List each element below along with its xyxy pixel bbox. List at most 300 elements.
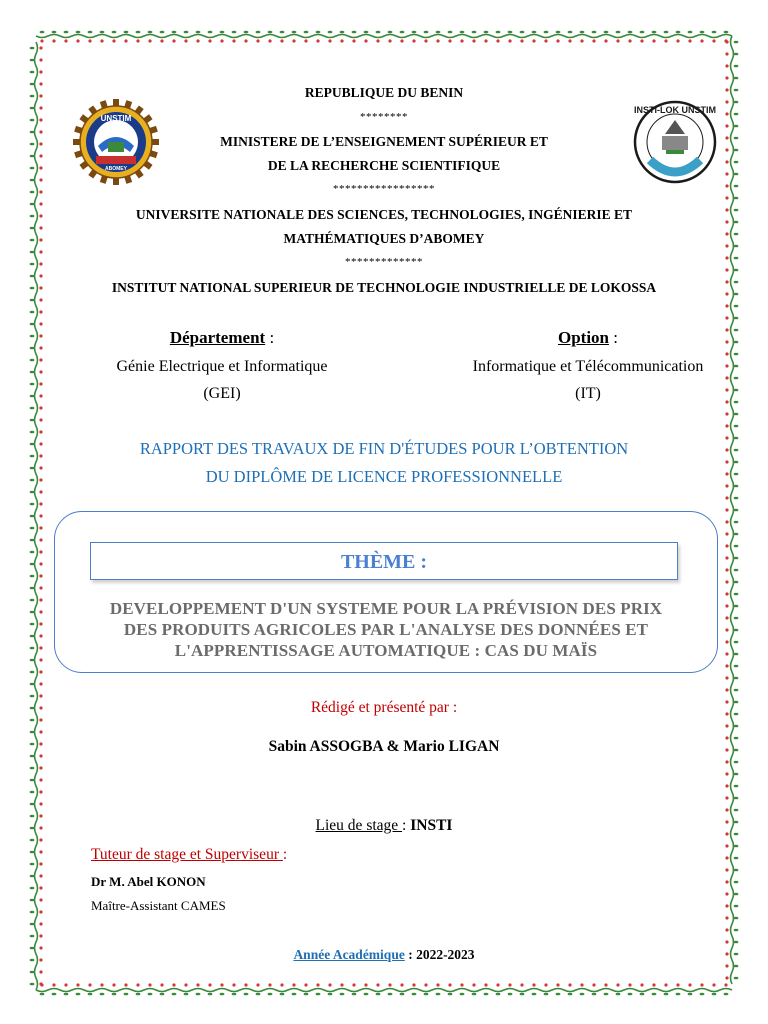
border-flower — [460, 39, 463, 42]
border-leaf — [734, 557, 739, 560]
border-leaf — [734, 413, 739, 416]
internship-place-label: Lieu de stage — [315, 817, 403, 834]
border-leaf — [30, 587, 35, 590]
border-vine — [36, 35, 732, 38]
border-leaf — [734, 653, 739, 656]
border-leaf — [412, 993, 417, 996]
border-flower — [148, 983, 151, 986]
border-leaf — [30, 515, 35, 518]
border-flower — [568, 39, 571, 42]
border-flower — [688, 39, 691, 42]
border-flower — [352, 39, 355, 42]
authors-intro: Rédigé et présenté par : — [310, 699, 458, 716]
border-leaf — [76, 31, 81, 34]
border-flower — [484, 983, 487, 986]
border-flower — [184, 39, 187, 42]
academic-year — [0, 947, 768, 963]
border-flower — [496, 983, 499, 986]
border-flower — [39, 778, 42, 781]
option-name: Informatique et Télécommunication — [472, 358, 704, 375]
border-leaf — [30, 227, 35, 230]
border-leaf — [30, 911, 35, 914]
department-abbr: (GEI) — [203, 385, 241, 402]
border-flower — [160, 39, 163, 42]
border-flower — [640, 39, 643, 42]
border-flower — [724, 983, 727, 986]
border-leaf — [30, 131, 35, 134]
border-leaf — [30, 575, 35, 578]
border-leaf — [734, 725, 739, 728]
border-leaf — [30, 155, 35, 158]
border-flower — [725, 676, 728, 679]
border-leaf — [734, 197, 739, 200]
border-leaf — [688, 31, 693, 34]
border-flower — [725, 532, 728, 535]
border-leaf — [88, 31, 93, 34]
border-flower — [39, 58, 42, 61]
border-leaf — [30, 311, 35, 314]
border-leaf — [734, 629, 739, 632]
border-leaf — [148, 31, 153, 34]
border-flower — [39, 394, 42, 397]
border-leaf — [30, 107, 35, 110]
border-flower — [676, 983, 679, 986]
border-flower — [292, 39, 295, 42]
border-leaf — [496, 993, 501, 996]
border-leaf — [328, 31, 333, 34]
border-flower — [196, 39, 199, 42]
border-flower — [39, 682, 42, 685]
border-leaf — [734, 533, 739, 536]
border-leaf — [436, 31, 441, 34]
border-flower — [112, 39, 115, 42]
border-leaf — [734, 77, 739, 80]
border-leaf — [616, 993, 621, 996]
border-leaf — [734, 893, 739, 896]
border-leaf — [712, 31, 717, 34]
border-leaf — [652, 31, 657, 34]
border-leaf — [592, 31, 597, 34]
border-flower — [725, 496, 728, 499]
border-flower — [725, 352, 728, 355]
thesis-title-line-1: DEVELOPPEMENT D'UN SYSTEME POUR LA PRÉVISION DES PRIX — [109, 599, 663, 618]
border-flower — [100, 983, 103, 986]
border-flower — [40, 39, 43, 42]
border-flower — [604, 983, 607, 986]
border-flower — [725, 784, 728, 787]
border-flower — [640, 983, 643, 986]
tutor-label: Tuteur de stage et Superviseur — [91, 846, 283, 863]
border-flower — [616, 39, 619, 42]
border-leaf — [734, 677, 739, 680]
border-leaf — [460, 993, 465, 996]
border-flower — [39, 982, 42, 985]
university-line-1: UNIVERSITE NATIONALE DES SCIENCES, TECHNOLOGIES, INGÉNIERIE ET — [135, 207, 633, 222]
border-flower — [725, 604, 728, 607]
border-flower — [556, 983, 559, 986]
border-flower — [232, 39, 235, 42]
border-flower — [725, 544, 728, 547]
border-flower — [256, 39, 259, 42]
border-leaf — [734, 845, 739, 848]
border-leaf — [508, 993, 513, 996]
border-leaf — [734, 53, 739, 56]
border-leaf — [30, 899, 35, 902]
border-flower — [39, 562, 42, 565]
border-flower — [725, 844, 728, 847]
border-flower — [76, 983, 79, 986]
border-flower — [39, 322, 42, 325]
border-flower — [184, 983, 187, 986]
border-leaf — [734, 917, 739, 920]
border-flower — [39, 874, 42, 877]
tutor-colon: : — [282, 846, 288, 863]
border-flower — [424, 983, 427, 986]
border-flower — [580, 39, 583, 42]
border-flower — [340, 39, 343, 42]
tutor-title: Maître-Assistant CAMES — [91, 898, 226, 913]
border-flower — [725, 772, 728, 775]
internship-place — [0, 817, 768, 835]
border-leaf — [268, 31, 273, 34]
border-flower — [39, 70, 42, 73]
border-flower — [39, 910, 42, 913]
university-line-2: MATHÉMATIQUES D’ABOMEY — [283, 231, 485, 246]
border-flower — [712, 983, 715, 986]
border-leaf — [112, 993, 117, 996]
border-flower — [580, 983, 583, 986]
border-flower — [39, 970, 42, 973]
border-flower — [725, 40, 728, 43]
border-flower — [268, 39, 271, 42]
border-leaf — [472, 31, 477, 34]
border-leaf — [734, 881, 739, 884]
border-flower — [484, 39, 487, 42]
border-leaf — [30, 719, 35, 722]
border-leaf — [734, 329, 739, 332]
border-flower — [725, 724, 728, 727]
border-leaf — [724, 993, 729, 996]
border-flower — [208, 39, 211, 42]
border-flower — [725, 856, 728, 859]
border-leaf — [544, 31, 549, 34]
border-leaf — [304, 31, 309, 34]
border-flower — [725, 124, 728, 127]
border-flower — [520, 39, 523, 42]
border-flower — [520, 983, 523, 986]
border-leaf — [30, 851, 35, 854]
border-leaf — [316, 31, 321, 34]
border-flower — [39, 598, 42, 601]
border-flower — [280, 39, 283, 42]
border-leaf — [30, 419, 35, 422]
border-leaf — [496, 31, 501, 34]
border-flower — [628, 983, 631, 986]
border-leaf — [640, 993, 645, 996]
border-flower — [39, 802, 42, 805]
border-flower — [725, 556, 728, 559]
border-flower — [700, 983, 703, 986]
border-flower — [39, 178, 42, 181]
border-leaf — [30, 59, 35, 62]
border-leaf — [734, 593, 739, 596]
border-flower — [376, 39, 379, 42]
border-leaf — [616, 31, 621, 34]
border-flower — [725, 796, 728, 799]
border-flower — [725, 508, 728, 511]
border-flower — [700, 39, 703, 42]
border-leaf — [734, 785, 739, 788]
border-flower — [725, 760, 728, 763]
border-leaf — [734, 773, 739, 776]
border-leaf — [734, 605, 739, 608]
border-flower — [556, 39, 559, 42]
ministry-line-2: DE LA RECHERCHE SCIENTIFIQUE — [267, 158, 501, 173]
border-flower — [76, 39, 79, 42]
border-flower — [160, 983, 163, 986]
border-flower — [448, 39, 451, 42]
border-leaf — [676, 31, 681, 34]
border-flower — [725, 316, 728, 319]
border-leaf — [30, 875, 35, 878]
border-flower — [124, 39, 127, 42]
border-flower — [256, 983, 259, 986]
border-leaf — [30, 551, 35, 554]
border-leaf — [592, 993, 597, 996]
border-leaf — [30, 395, 35, 398]
border-leaf — [30, 275, 35, 278]
border-flower — [604, 39, 607, 42]
border-leaf — [30, 695, 35, 698]
border-flower — [316, 39, 319, 42]
border-leaf — [30, 971, 35, 974]
border-leaf — [734, 389, 739, 392]
border-leaf — [292, 31, 297, 34]
border-leaf — [172, 993, 177, 996]
border-flower — [725, 880, 728, 883]
border-flower — [39, 358, 42, 361]
border-leaf — [508, 31, 513, 34]
border-leaf — [256, 31, 261, 34]
border-leaf — [734, 269, 739, 272]
border-leaf — [734, 617, 739, 620]
border-leaf — [700, 993, 705, 996]
border-leaf — [734, 401, 739, 404]
border-leaf — [734, 365, 739, 368]
academic-year-value: 2022-2023 — [416, 947, 475, 962]
border-leaf — [734, 977, 739, 980]
border-leaf — [568, 31, 573, 34]
border-leaf — [544, 993, 549, 996]
border-leaf — [232, 31, 237, 34]
border-flower — [725, 460, 728, 463]
border-flower — [39, 766, 42, 769]
border-leaf — [460, 31, 465, 34]
border-leaf — [734, 929, 739, 932]
academic-year-colon: : — [404, 947, 417, 962]
border-leaf — [30, 839, 35, 842]
department-label: Département — [169, 328, 266, 347]
border-leaf — [30, 635, 35, 638]
border-flower — [340, 983, 343, 986]
border-leaf — [244, 993, 249, 996]
border-leaf — [280, 993, 285, 996]
option-colon: : — [609, 328, 618, 347]
border-leaf — [64, 993, 69, 996]
border-leaf — [664, 31, 669, 34]
border-leaf — [30, 779, 35, 782]
border-leaf — [734, 797, 739, 800]
option-abbr: (IT) — [575, 385, 601, 402]
border-flower — [39, 718, 42, 721]
authors-names: Sabin ASSOGBA & Mario LIGAN — [268, 738, 500, 755]
border-flower — [725, 868, 728, 871]
border-leaf — [734, 545, 739, 548]
border-leaf — [208, 31, 213, 34]
border-flower — [725, 652, 728, 655]
thesis-title-line-2: DES PRODUITS AGRICOLES PAR L'ANALYSE DES DONNÉES ET — [123, 620, 649, 639]
border-flower — [725, 520, 728, 523]
border-flower — [232, 983, 235, 986]
theme-label: THÈME : — [340, 551, 428, 573]
border-leaf — [30, 371, 35, 374]
border-leaf — [160, 993, 165, 996]
border-leaf — [208, 993, 213, 996]
border-leaf — [316, 993, 321, 996]
border-flower — [725, 196, 728, 199]
border-leaf — [532, 993, 537, 996]
border-leaf — [628, 31, 633, 34]
border-flower — [39, 862, 42, 865]
border-leaf — [30, 863, 35, 866]
thesis-title — [60, 598, 712, 661]
border-leaf — [734, 425, 739, 428]
border-leaf — [30, 359, 35, 362]
border-flower — [412, 983, 415, 986]
border-leaf — [328, 993, 333, 996]
border-leaf — [734, 761, 739, 764]
border-vine — [731, 36, 734, 984]
border-flower — [39, 658, 42, 661]
border-leaf — [604, 31, 609, 34]
border-flower — [39, 526, 42, 529]
border-leaf — [484, 993, 489, 996]
border-leaf — [712, 993, 717, 996]
tutor-heading — [91, 846, 287, 864]
border-leaf — [352, 993, 357, 996]
border-flower — [64, 39, 67, 42]
border-flower — [39, 250, 42, 253]
border-flower — [39, 370, 42, 373]
border-flower — [664, 983, 667, 986]
border-leaf — [352, 31, 357, 34]
border-leaf — [30, 791, 35, 794]
border-leaf — [436, 993, 441, 996]
report-line-2: DU DIPLÔME DE LICENCE PROFESSIONNELLE — [205, 467, 563, 486]
border-flower — [448, 983, 451, 986]
border-flower — [592, 39, 595, 42]
border-leaf — [30, 47, 35, 50]
border-vine — [36, 989, 732, 992]
border-flower — [88, 39, 91, 42]
border-leaf — [734, 665, 739, 668]
border-leaf — [340, 993, 345, 996]
separator: ***************** — [333, 183, 435, 195]
border-flower — [39, 202, 42, 205]
border-flower — [39, 634, 42, 637]
border-flower — [328, 983, 331, 986]
border-leaf — [30, 407, 35, 410]
border-flower — [39, 730, 42, 733]
border-leaf — [734, 509, 739, 512]
border-flower — [52, 983, 55, 986]
border-leaf — [556, 993, 561, 996]
border-leaf — [30, 623, 35, 626]
border-flower — [39, 886, 42, 889]
border-flower — [39, 934, 42, 937]
border-leaf — [734, 341, 739, 344]
border-leaf — [52, 993, 57, 996]
border-leaf — [532, 31, 537, 34]
border-flower — [39, 310, 42, 313]
border-leaf — [448, 993, 453, 996]
border-flower — [220, 983, 223, 986]
border-leaf — [52, 31, 57, 34]
border-leaf — [652, 993, 657, 996]
border-flower — [39, 418, 42, 421]
border-flower — [664, 39, 667, 42]
border-leaf — [580, 993, 585, 996]
border-flower — [304, 39, 307, 42]
border-leaf — [734, 689, 739, 692]
border-leaf — [568, 993, 573, 996]
border-leaf — [30, 659, 35, 662]
border-flower — [136, 39, 139, 42]
report-line-1: RAPPORT DES TRAVAUX DE FIN D'ÉTUDES POUR L’OBTENTION — [139, 439, 629, 458]
border-flower — [364, 39, 367, 42]
border-leaf — [64, 31, 69, 34]
border-flower — [64, 983, 67, 986]
border-leaf — [734, 101, 739, 104]
border-leaf — [184, 993, 189, 996]
border-leaf — [184, 31, 189, 34]
border-leaf — [412, 31, 417, 34]
border-flower — [424, 39, 427, 42]
border-flower — [39, 850, 42, 853]
border-flower — [676, 39, 679, 42]
border-flower — [39, 334, 42, 337]
border-flower — [532, 983, 535, 986]
border-flower — [725, 940, 728, 943]
border-leaf — [292, 993, 297, 996]
border-leaf — [30, 935, 35, 938]
border-leaf — [88, 993, 93, 996]
border-leaf — [734, 317, 739, 320]
border-leaf — [400, 31, 405, 34]
border-leaf — [604, 993, 609, 996]
border-flower — [39, 838, 42, 841]
department-heading — [82, 328, 362, 348]
border-flower — [39, 382, 42, 385]
border-flower — [100, 39, 103, 42]
thesis-title-line-3: L'APPRENTISSAGE AUTOMATIQUE : CAS DU MAÏS — [174, 641, 598, 660]
border-flower — [472, 39, 475, 42]
border-flower — [39, 622, 42, 625]
border-leaf — [30, 335, 35, 338]
border-flower — [39, 694, 42, 697]
border-flower — [592, 983, 595, 986]
border-flower — [712, 39, 715, 42]
